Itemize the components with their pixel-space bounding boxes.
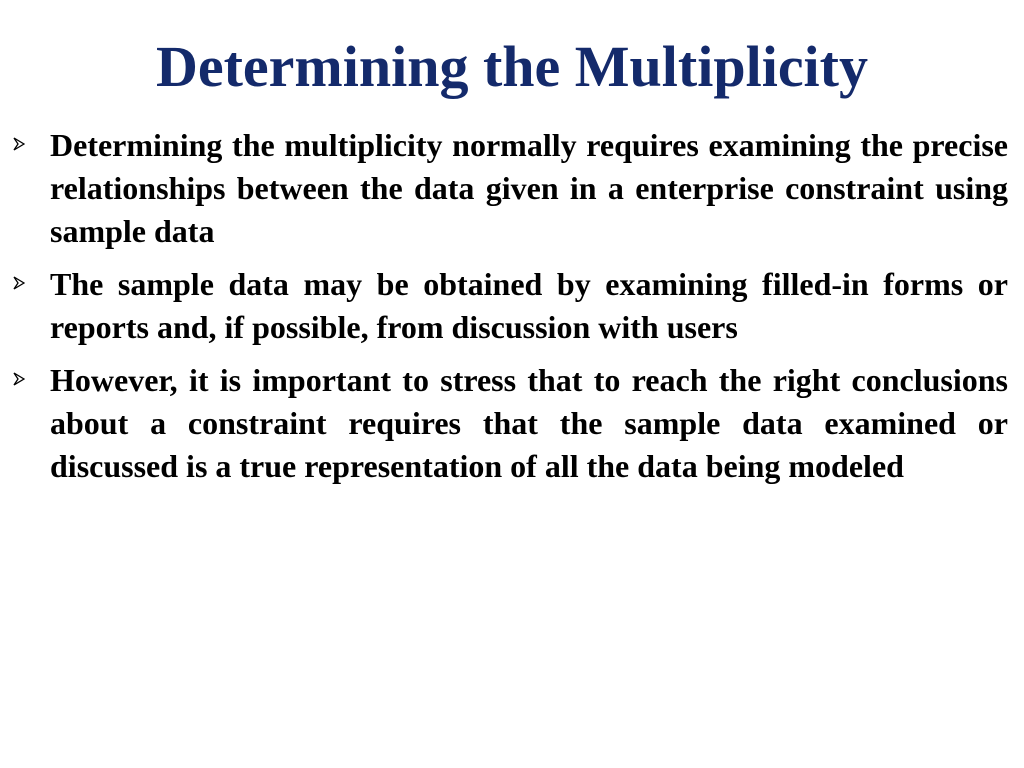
bullet-list	[0, 124, 1024, 498]
bullet-text: Determining the multiplicity normally requires examining the precise relationships between the data given in a enterprise constraint using sample data	[50, 127, 1008, 249]
bullet-item	[0, 359, 1024, 488]
chevron-right-icon	[13, 276, 25, 290]
bullet-text: The sample data may be obtained by examining filled-in forms or reports and, if possible, from discussion with users	[50, 266, 1008, 345]
chevron-right-icon	[13, 372, 25, 386]
slide-title: Determining the Multiplicity	[155, 34, 868, 99]
bullet-text: However, it is important to stress that to reach the right conclusions about a constraint requires that the sample data examined or discussed is a true representation of all the data being modeled	[50, 362, 1008, 484]
bullet-item	[0, 124, 1024, 253]
bullet-item	[0, 263, 1024, 349]
chevron-right-icon	[13, 137, 25, 151]
